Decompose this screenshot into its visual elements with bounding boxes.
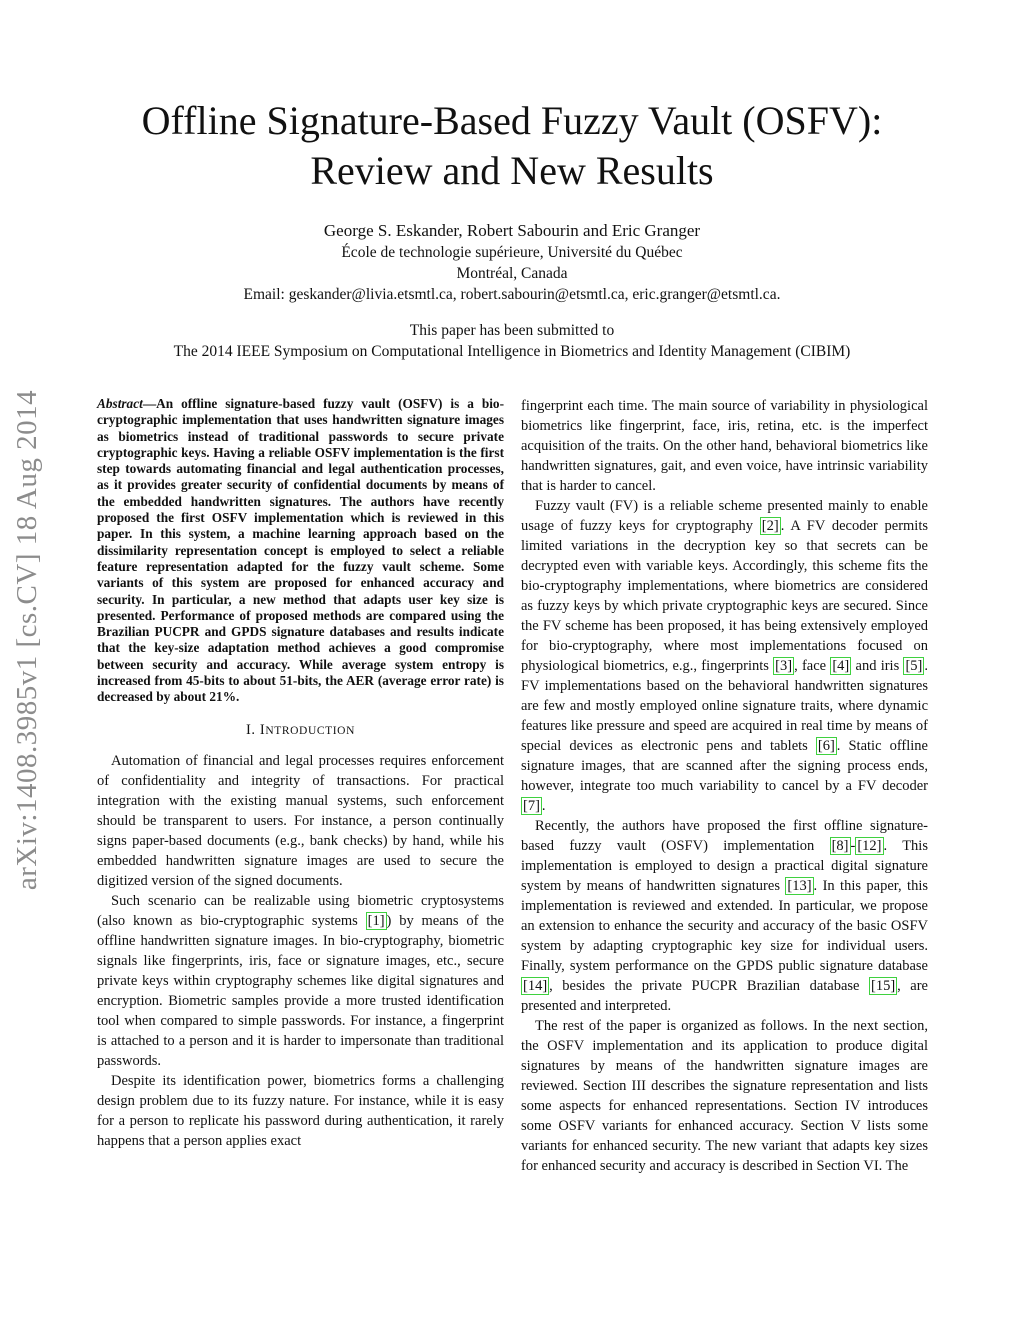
right-paragraph-2: Fuzzy vault (FV) is a reliable scheme presented mainly to enable usage of fuzzy keys for cryptography [2] . A FV decoder permits limited variations in the decryption key so that secrets can be decrypted even with variable keys. Accordingly, this scheme fits the bio-cryptography implementations, where biometrics are considered as fuzzy keys by which private cryptographic keys are secured. Since the FV scheme has been proposed, it has being extensively employed for bio-cryptography, where most implementations focused on physiological biometrics, e.g., fingerprints [3] , face [4] and iris [5] . FV implementations based on the behavioral handwritten signatures are few and mostly employed online signature traits, where dynamic features like pressure and speed are acquired in real time by means of special devices as electronic pens and tablets [6] . Static offline signature images, that are scanned after the signing process ends, however, integrate too much variability to cancel by a FV decoder [7] . — [521, 498, 929, 814]
citation-link[interactable]: [1] — [367, 912, 385, 929]
abstract-body: —An offline signature-based fuzzy vault (OSFV) is a bio-cryptographic implementation that uses handwritten signature images as biometrics instead of traditional passwords to secure private cryptographic keys. Having a reliable OSFV implementation is the first step towards automating financial and legal authentication processes, as it provides greater security of confidential documents by means of the embedded handwritten signatures. The authors have recently proposed the first OSFV implementation which is reviewed in this paper. In this system, a machine learning approach based on the dissimilarity representation concept is employed to select a reliable feature representation adapted for the fuzzy vault scheme. Some variants of this system are proposed for enhanced accuracy and security. In particular, a new method that adapts user key size is presented. Performance of proposed methods are compared using the Brazilian PUCPR and GPDS signature databases and results indicate that the key-size adaptation method achieves a good compromise between security and accuracy. While average system entropy is increased from 45-bits to about 51-bits, the AER (average error rate) is decreased by about 21%. — [97, 396, 504, 705]
right-paragraph-4: The rest of the paper is organized as follows. In the next section, the OSFV implementation and its application to produce digital signatures by means of the handwritten signature images are reviewed. Section III describes the signature representation and lists some aspects for enhanced representations. Section IV introduces some OSFV variants for enhanced accuracy. Section V lists some variants for enhanced security. The new variant that adapts key sizes for enhanced security and accuracy is described in Section VI. The — [521, 1018, 928, 1174]
intro-paragraph-3: Despite its identification power, biometrics forms a challenging design problem due to its fuzzy nature. For instance, while it is easy for a person to replicate his password during authentication, it rarely happens that a person applies exact — [97, 1072, 504, 1149]
arxiv-identifier: arXiv:1408.3985v1 [cs.CV] 18 Aug 2014 — [11, 389, 43, 891]
location: Montréal, Canada — [456, 265, 568, 282]
submission-note — [60, 320, 964, 362]
citation-link[interactable]: [2] — [761, 518, 779, 534]
citation-link[interactable]: [15] — [870, 978, 896, 994]
intro-paragraph-2: Such scenario can be realizable using biometric cryptosystems (also known as bio-cryptographic systems [1] ) by means of the offline handwritten signature images. In bio-cryptography, biometric signals like fingerprints, iris, face or signature images, etc., secure private keys within cryptography schemes like digital signatures and encryption. Biometric samples provide a more trusted identification tool when compared to simple passwords. For instance, a fingerprint is attached to a person and it is harder to impersonate than traditional passwords. — [97, 892, 504, 1069]
citation-link[interactable]: [13] — [787, 878, 812, 894]
citation-link[interactable]: [14] — [523, 978, 548, 994]
citation-link[interactable]: [12] — [857, 838, 882, 854]
abstract-label: Abstract — [97, 396, 143, 411]
paper-header — [60, 96, 964, 362]
abstract — [97, 396, 504, 706]
right-column — [521, 396, 928, 1176]
intro-paragraph-1: Automation of financial and legal processes requires enforcement of confidentiality and integrity of transactions. For practical integration with the existing manual systems, such enforcement should be transparent to users. For instance, a person continually signs paper-based documents (e.g., bank checks) by hand, while his embedded handwritten signature images are used to secure the digitized version of the signed documents. — [97, 752, 504, 889]
citation-link[interactable]: [3] — [775, 658, 793, 674]
section-heading-introduction: I. INTRODUCTION — [246, 721, 355, 738]
right-paragraph-3: Recently, the authors have proposed the first offline signature-based fuzzy vault (OSFV) implementation [8] - [12] . This implementation is employed to design a practical digital signature system by means of handwritten signatures [13] . In this paper, this implementation is reviewed and extended. In particular, we propose an extension to enhance the security and accuracy of the basic OSFV system by adapting cryptographic key size for individual users. Finally, system performance on the GPDS public signature database [14] , besides the private PUCPR Brazilian database [15] , are presented and interpreted. — [521, 818, 929, 1014]
citation-link[interactable]: [7] — [523, 798, 540, 814]
title-line-1: Offline Signature-Based Fuzzy Vault (OSFV): — [141, 98, 883, 143]
submission-line-2: The 2014 IEEE Symposium on Computational Intelligence in Biometrics and Identity Management (CIBIM) — [173, 343, 851, 360]
right-paragraph-1: fingerprint each time. The main source of variability in physiological biometrics like fingerprint, face, iris, retina, etc. is the imperfect acquisition of the traits. On the other hand, behavioral biometrics like handwritten signatures, gait, and even voice, have intrinsic variability that is harder to cancel. — [521, 398, 928, 494]
author-list: George S. Eskander, Robert Sabourin and Eric Granger — [323, 221, 701, 240]
paper-title — [60, 96, 964, 196]
title-line-2: Review and New Results — [310, 148, 714, 193]
citation-link[interactable]: [4] — [832, 658, 850, 674]
left-column — [97, 396, 504, 1151]
email-line: Email: geskander@livia.etsmtl.ca, robert.sabourin@etsmtl.ca, eric.granger@etsmtl.ca. — [243, 286, 781, 303]
affiliation: École de technologie supérieure, Université du Québec — [341, 244, 683, 261]
citation-link[interactable]: [5] — [905, 658, 923, 674]
submission-line-1: This paper has been submitted to — [409, 322, 615, 339]
citation-link[interactable]: [6] — [817, 738, 835, 754]
citation-link[interactable]: [8] — [831, 838, 849, 854]
